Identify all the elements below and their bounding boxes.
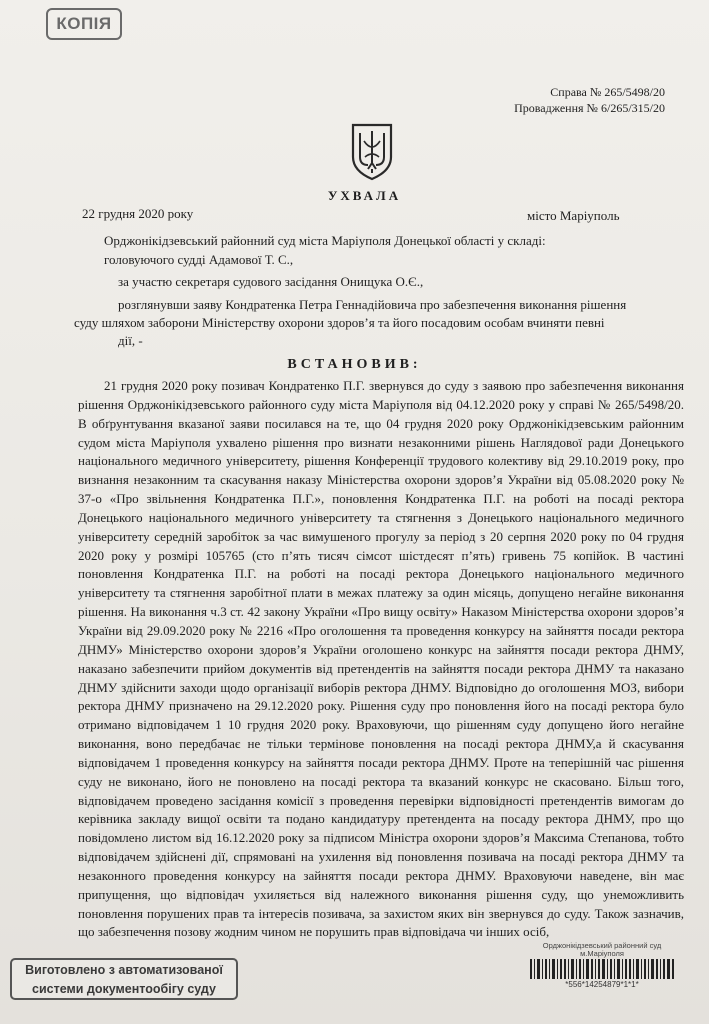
barcode-block — [528, 942, 676, 990]
document-date: 22 грудня 2020 року — [82, 206, 194, 221]
consideration-line-2: суду шляхом заборони Міністерству охорони здоров’я та його посадовим особам вчиняти певні — [74, 315, 605, 330]
proceeding-number: Провадження № 6/265/315/20 — [514, 101, 665, 115]
barcode-icon — [528, 959, 676, 979]
ukraine-trident-icon — [349, 123, 395, 181]
consideration-line-3: дії, - — [118, 333, 143, 348]
case-reference — [514, 84, 665, 116]
stamp-line-1: Виготовлено з автоматизованої — [25, 963, 223, 977]
consideration-line-1: розглянувши заяву Кондратенка Петра Геннадійовича про забезпечення виконання рішення — [118, 297, 627, 312]
body-paragraph: 21 грудня 2020 року позивач Кондратенко П.Г. звернувся до суду з заявою про забезпечення виконання рішення Орджонікідзевського районного суду міста Маріуполя від 04.12.2020 року у справі № 265/5498/20. В обґрунтування вказаної заяви посилався на те, що 04 грудня 2020 року Орджонікідзевським районним судом міста Маріуполя ухвалено рішення про визнати незаконними рішень Наглядової ради Донецького національного медичного університету, рішення Конференції трудового колективу від 29.10.2019 року, про визнання незаконним та скасування наказу Міністерства охорони здоров’я України від 05.08.2020 року № 37-о «Про звільнення Кондратенка П.Г.», поновлення Кондратенка П.Г. на роботі на посаді ректора Донецького національного медичного університету та стягнення з Донецького національного медичного університету середній заробіток за час вимушеного прогулу за період з 20 серпня 2020 року по 04 грудня 2020 року у розмірі 105765 (сто п’ять тисяч сімсот шістдесят п’ять) гривень 75 копійок. В частині поновлення Кондратенка П.Г. на роботі на посаді ректора Донецького національного медичного університету та стягнення заробітної плати в межах платежу за один місяць, допущено негайне виконання рішення. На виконання ч.3 ст. 42 закону України «Про вищу освіту» Наказом Міністерства охорони здоров’я України від 29.09.2020 року № 2216 «Про оголошення та проведення конкурсу на зайняття посади ректора ДНМУ» Міністерство охорони здоров’я України оголошено конкурс на зайняття посади ректора ДНМУ, наказано забезпечити прийом документів від претендентів на зайняття посади ректора ДНМУ та наказано ДНМУ здійснити заходи щодо організації виборів ректора ДНМУ. Відповідно до оголошення МОЗ, вибори ректора ДНМУ призначено на 29.12.2020 року. Рішення суду про поновлення його на посаді ректора було отримано відповідачем 1 10 грудня 2020 року. Враховуючи, що рішенням суду допущено його негайне виконання, воно передбачає не тільки термінове поновлення на посаді ректора ДНМУ,а й скасування відповідачем 1 проведення конкурсу на зайняття посади ректора ДНМУ. Проте на теперішній час рішення суду не виконано, його не поновлено на посаді ректора та вказаний конкурс не скасовано. Більш того, відповідачем проведено засідання комісії з проведення перевірки відповідності претендентів вимогам до керівника закладу вищої освіти та подано кандидатуру претендента на посаду ректора ДНМУ, про що повідомлено листом від 16.12.2020 року за підписом Міністра охорони здоров’я Максима Степанова, тобто відповідачем здійснені дії, спрямовані на ухилення від поновлення позивача на посаді ректора ДНМУ та незаконного проведення конкурсу на зайняття посади ректора ДНМУ. Враховуючи наведене, він має припущення, що відповідач ухиляється від належного виконання рішення суду, що унеможливить поновлення порушених прав та інтересів позивача, за захистом яких він звернувся до суду. Також зазначив, що забезпечення позову жодним чином не порушить прав відповідача чи інших осіб, — [78, 378, 684, 940]
established-heading: ВСТАНОВИВ: — [287, 357, 422, 372]
court-secretary: за участю секретаря судового засідання Онищука О.Є., — [118, 274, 424, 289]
barcode-number: *556*14254879*1*1* — [565, 980, 639, 989]
automated-system-stamp — [10, 958, 238, 1000]
court-composition — [104, 231, 664, 269]
case-number: Справа № 265/5498/20 — [550, 85, 665, 99]
document-city: місто Маріуполь — [527, 208, 620, 223]
barcode-court-label: Орджонікідзевський районний суд м.Маріуполя — [542, 941, 662, 958]
document-title: УХВАЛА — [327, 188, 402, 203]
copy-stamp: КОПІЯ — [46, 8, 122, 40]
presiding-judge: головуючого судді Адамової Т. С., — [104, 252, 294, 267]
court-name: Орджонікідзевський районний суд міста Маріуполя Донецької області у складі: — [104, 233, 546, 248]
stamp-line-2: системи документообігу суду — [32, 982, 216, 996]
consideration-paragraph — [74, 296, 678, 350]
